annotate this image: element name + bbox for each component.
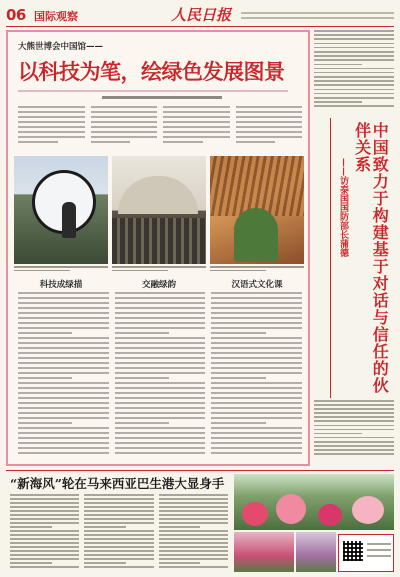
text-line-placeholder (159, 518, 228, 520)
text-line-placeholder (115, 367, 206, 369)
text-line-placeholder (10, 498, 79, 500)
text-line-placeholder (18, 417, 109, 419)
text-line-placeholder (115, 452, 206, 454)
text-line-placeholder (18, 382, 109, 384)
text-line-placeholder (159, 562, 201, 564)
pavilion-garden-photo (210, 156, 304, 264)
text-line-placeholder (84, 546, 153, 548)
text-line-placeholder (84, 538, 153, 540)
text-line-placeholder (84, 530, 153, 532)
text-line-placeholder (115, 412, 206, 414)
text-line-placeholder (115, 347, 206, 349)
text-line-placeholder (115, 442, 206, 444)
text-line-placeholder (18, 437, 109, 439)
text-line-placeholder (314, 84, 394, 86)
text-line-placeholder (84, 550, 153, 552)
text-line-placeholder (314, 76, 394, 78)
text-line-placeholder (211, 292, 302, 294)
text-line-placeholder (10, 542, 79, 544)
text-line-placeholder (18, 412, 109, 414)
header-meta-lines (241, 12, 394, 14)
text-line-placeholder (159, 530, 228, 532)
text-line-placeholder (18, 357, 109, 359)
text-line-placeholder (10, 514, 79, 516)
text-line-placeholder (211, 317, 302, 319)
text-line-placeholder (84, 526, 126, 528)
text-line-placeholder (18, 307, 109, 309)
text-line-placeholder (314, 55, 394, 57)
text-line-placeholder (84, 502, 153, 504)
text-line-placeholder (159, 550, 228, 552)
right-top-text-placeholder (314, 30, 394, 114)
text-line-placeholder (211, 332, 265, 334)
text-line-placeholder (115, 317, 206, 319)
text-line-placeholder (115, 402, 206, 404)
text-line-placeholder (84, 542, 153, 544)
text-line-placeholder (18, 322, 109, 324)
page-header (6, 4, 394, 27)
text-line-placeholder (314, 425, 394, 427)
text-line-placeholder (159, 542, 228, 544)
text-line-placeholder (314, 34, 394, 36)
text-line-placeholder (84, 506, 153, 508)
photo-column-heads (14, 278, 304, 290)
right-bottom-text-placeholder (314, 400, 394, 462)
text-line-placeholder (314, 420, 394, 422)
section-name: 国际观察 (34, 10, 78, 23)
text-line-placeholder (314, 80, 394, 82)
column-head-1: 科技成绿描 (39, 280, 83, 290)
text-line-placeholder (18, 442, 109, 444)
text-line-placeholder (314, 89, 394, 91)
text-line-placeholder (115, 417, 206, 419)
text-line-placeholder (211, 302, 302, 304)
text-line-placeholder (10, 494, 79, 496)
text-line-placeholder (211, 337, 302, 339)
text-line-placeholder (18, 397, 109, 399)
text-line-placeholder (10, 510, 79, 512)
text-line-placeholder (84, 566, 153, 568)
text-line-placeholder (10, 554, 79, 556)
text-line-placeholder (314, 412, 394, 414)
text-line-placeholder (211, 437, 302, 439)
pavilion-exterior-photo (14, 156, 108, 264)
text-line-placeholder (211, 432, 302, 434)
text-line-placeholder (84, 494, 153, 496)
interview-title: 中国致力于构建基于对话与信任的伙伴关系 (352, 122, 390, 394)
text-line-placeholder (115, 307, 206, 309)
pavilion-interior-photo (112, 156, 206, 264)
text-line-placeholder (18, 452, 109, 454)
text-line-placeholder (18, 422, 72, 424)
text-line-placeholder (10, 522, 79, 524)
text-line-placeholder (115, 352, 206, 354)
text-line-placeholder (314, 43, 394, 45)
text-line-placeholder (314, 105, 394, 107)
text-line-placeholder (84, 534, 153, 536)
feature-kicker: 大熊世博会中国馆—— (18, 42, 104, 52)
text-line-placeholder (10, 530, 79, 532)
text-line-placeholder (314, 101, 362, 103)
text-line-placeholder (314, 445, 394, 447)
flower-garden-photo (234, 474, 394, 530)
text-line-placeholder (314, 64, 362, 66)
text-line-placeholder (115, 422, 169, 424)
text-line-placeholder (314, 72, 394, 74)
masthead-logo: 人民日报 (171, 6, 232, 24)
text-line-placeholder (211, 422, 265, 424)
text-line-placeholder (115, 362, 206, 364)
text-line-placeholder (18, 387, 109, 389)
text-line-placeholder (159, 502, 228, 504)
text-line-placeholder (211, 447, 302, 449)
text-line-placeholder (10, 538, 79, 540)
text-line-placeholder (314, 38, 394, 40)
text-line-placeholder (18, 407, 109, 409)
text-line-placeholder (10, 546, 79, 548)
text-line-placeholder (211, 412, 302, 414)
photo-captions (14, 266, 304, 276)
text-line-placeholder (18, 327, 109, 329)
text-line-placeholder (10, 562, 52, 564)
text-line-placeholder (18, 402, 109, 404)
text-line-placeholder (314, 404, 394, 406)
text-line-placeholder (10, 566, 79, 568)
text-line-placeholder (18, 352, 109, 354)
bottom-section-rule (6, 470, 394, 471)
text-line-placeholder (211, 307, 302, 309)
text-line-placeholder (115, 392, 206, 394)
text-line-placeholder (115, 342, 206, 344)
text-line-placeholder (18, 372, 109, 374)
text-line-placeholder (211, 407, 302, 409)
text-line-placeholder (115, 327, 206, 329)
text-line-placeholder (159, 538, 228, 540)
feature-intro (18, 106, 302, 152)
text-line-placeholder (84, 498, 153, 500)
text-line-placeholder (115, 397, 206, 399)
text-line-placeholder (314, 97, 394, 99)
text-line-placeholder (159, 514, 228, 516)
text-line-placeholder (84, 510, 153, 512)
text-line-placeholder (115, 332, 169, 334)
text-line-placeholder (314, 441, 394, 443)
text-line-placeholder (84, 554, 153, 556)
text-line-placeholder (314, 449, 394, 451)
text-line-placeholder (115, 322, 206, 324)
text-line-placeholder (159, 526, 201, 528)
text-line-placeholder (115, 387, 206, 389)
text-line-placeholder (211, 362, 302, 364)
text-line-placeholder (211, 377, 265, 379)
text-line-placeholder (314, 400, 394, 402)
text-line-placeholder (159, 494, 228, 496)
text-line-placeholder (18, 342, 109, 344)
text-line-placeholder (18, 297, 109, 299)
qr-code-box (338, 534, 394, 572)
text-line-placeholder (314, 453, 394, 455)
text-line-placeholder (211, 367, 302, 369)
text-line-placeholder (159, 558, 228, 560)
text-line-placeholder (84, 558, 153, 560)
text-line-placeholder (159, 534, 228, 536)
vertical-interview-headline (330, 118, 397, 398)
text-line-placeholder (18, 427, 109, 429)
text-line-placeholder (18, 447, 109, 449)
text-line-placeholder (18, 362, 109, 364)
text-line-placeholder (84, 562, 126, 564)
qr-code-icon (343, 541, 363, 561)
page-number: 06 (6, 6, 26, 24)
text-line-placeholder (159, 522, 228, 524)
text-line-placeholder (18, 332, 72, 334)
text-line-placeholder (211, 322, 302, 324)
text-line-placeholder (314, 59, 394, 61)
text-line-placeholder (10, 550, 79, 552)
text-line-placeholder (211, 342, 302, 344)
text-line-placeholder (211, 352, 302, 354)
text-line-placeholder (115, 447, 206, 449)
text-line-placeholder (10, 558, 79, 560)
text-line-placeholder (18, 377, 72, 379)
text-line-placeholder (18, 392, 109, 394)
text-line-placeholder (159, 506, 228, 508)
text-line-placeholder (314, 408, 394, 410)
text-line-placeholder (211, 402, 302, 404)
text-line-placeholder (314, 437, 394, 439)
feature-body-text (18, 292, 302, 460)
column-head-2: 交融绿韵 (141, 280, 176, 290)
text-line-placeholder (211, 387, 302, 389)
text-line-placeholder (115, 312, 206, 314)
text-line-placeholder (159, 546, 228, 548)
headline-rule (18, 90, 288, 92)
text-line-placeholder (314, 429, 394, 431)
text-line-placeholder (10, 518, 79, 520)
text-line-placeholder (10, 502, 79, 504)
bottom-headline: “新海风”轮在马来西亚巴生港大显身手 (10, 476, 225, 491)
text-line-placeholder (84, 522, 153, 524)
text-line-placeholder (211, 327, 302, 329)
feature-photo-strip (14, 156, 304, 264)
text-line-placeholder (115, 437, 206, 439)
text-line-placeholder (211, 392, 302, 394)
feature-headline: 以科技为笔，绘绿色发展图景 (18, 59, 285, 84)
text-line-placeholder (115, 357, 206, 359)
text-line-placeholder (10, 526, 52, 528)
text-line-placeholder (18, 347, 109, 349)
feature-article (6, 30, 310, 466)
text-line-placeholder (314, 433, 362, 435)
text-line-placeholder (211, 312, 302, 314)
text-line-placeholder (211, 297, 302, 299)
feature-byline-placeholder (102, 96, 222, 99)
text-line-placeholder (314, 51, 394, 53)
text-line-placeholder (18, 317, 109, 319)
text-line-placeholder (314, 47, 394, 49)
text-line-placeholder (211, 427, 302, 429)
text-line-placeholder (115, 377, 169, 379)
text-line-placeholder (314, 30, 394, 32)
text-line-placeholder (115, 432, 206, 434)
text-line-placeholder (211, 357, 302, 359)
text-line-placeholder (211, 442, 302, 444)
text-line-placeholder (159, 498, 228, 500)
text-line-placeholder (211, 347, 302, 349)
flower-photo-right (296, 532, 336, 572)
text-line-placeholder (115, 337, 206, 339)
text-line-placeholder (18, 312, 109, 314)
text-line-placeholder (159, 510, 228, 512)
flower-photo-left (234, 532, 294, 572)
text-line-placeholder (115, 297, 206, 299)
text-line-placeholder (159, 554, 228, 556)
text-line-placeholder (115, 427, 206, 429)
text-line-placeholder (115, 372, 206, 374)
bottom-article-text (10, 494, 228, 572)
text-line-placeholder (211, 417, 302, 419)
text-line-placeholder (18, 292, 109, 294)
text-line-placeholder (10, 506, 79, 508)
text-line-placeholder (115, 302, 206, 304)
text-line-placeholder (314, 93, 394, 95)
text-line-placeholder (18, 432, 109, 434)
text-line-placeholder (18, 367, 109, 369)
column-head-3: 汉语式文化课 (231, 280, 283, 290)
text-line-placeholder (211, 397, 302, 399)
text-line-placeholder (115, 292, 206, 294)
text-line-placeholder (159, 566, 228, 568)
text-line-placeholder (211, 452, 302, 454)
text-line-placeholder (84, 518, 153, 520)
text-line-placeholder (18, 302, 109, 304)
text-line-placeholder (314, 68, 394, 70)
text-line-placeholder (10, 534, 79, 536)
text-line-placeholder (115, 382, 206, 384)
text-line-placeholder (115, 407, 206, 409)
text-line-placeholder (314, 416, 394, 418)
text-line-placeholder (18, 337, 109, 339)
text-line-placeholder (211, 382, 302, 384)
interview-subtitle: ——访泰国国防部长蒲德 (338, 158, 348, 257)
text-line-placeholder (211, 372, 302, 374)
text-line-placeholder (84, 514, 153, 516)
